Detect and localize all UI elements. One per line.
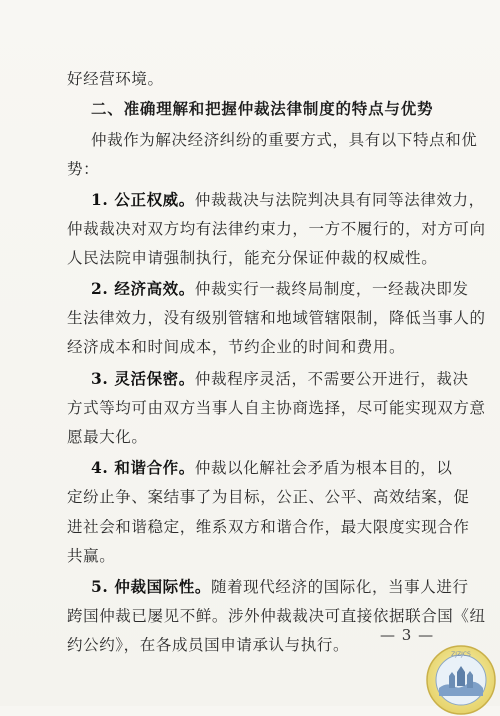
text-line <box>67 249 437 267</box>
line-text: 仲裁作为解决经济纠纷的重要方式，具有以下特点和优 <box>91 131 478 149</box>
point-heading: 3. 灵活保密。 <box>91 369 195 388</box>
text-line <box>67 518 470 536</box>
line-text: 人民法院申请强制执行，能充分保证仲裁的权威性。 <box>67 249 438 267</box>
line-text: 愿最大化。 <box>67 428 148 446</box>
point-heading: 2. 经济高效。 <box>91 279 195 298</box>
text-line <box>67 309 486 327</box>
line-text: 仲裁裁决对双方均有法律约束力，一方不履行的，对方可向 <box>67 220 486 238</box>
line-text: 势： <box>67 160 100 178</box>
svg-text:ZJZJCS: ZJZJCS <box>451 651 471 658</box>
seal-stamp-icon <box>425 644 497 716</box>
text-line <box>67 220 486 238</box>
section-heading <box>91 100 433 118</box>
text-line <box>67 636 349 654</box>
line-text: 仲裁以化解社会矛盾为根本目的，以 <box>194 459 453 477</box>
text-line <box>91 370 469 388</box>
text-line <box>67 338 405 356</box>
text-line <box>67 488 470 506</box>
line-text: 定纷止争、案结事了为目标，公正、公平、高效结案，促 <box>67 488 470 506</box>
text-line <box>67 399 486 417</box>
text-line <box>67 428 148 446</box>
text-line <box>67 607 486 625</box>
line-text: 方式等均可由双方当事人自主协商选择，尽可能实现双方意 <box>67 399 486 417</box>
line-text: 仲裁程序灵活，不需要公开进行，裁决 <box>194 370 469 388</box>
text-line <box>67 70 164 88</box>
point-heading: 1. 公正权威。 <box>91 190 195 209</box>
line-text: 好经营环境。 <box>67 70 164 88</box>
line-text: 仲裁实行一裁终局制度，一经裁决即发 <box>194 280 469 298</box>
line-text: 共赢。 <box>67 547 116 565</box>
line-text: 生法律效力，没有级别管辖和地域管辖限制，降低当事人的 <box>67 309 486 327</box>
text-line <box>91 131 477 149</box>
text-line <box>67 547 115 565</box>
point-heading: 4. 和谐合作。 <box>91 458 195 477</box>
page-number: — 3 — <box>380 626 435 644</box>
line-text: 进社会和谐稳定，维系双方和谐合作，最大限度实现合作 <box>67 518 470 536</box>
line-text: 约公约》，在各成员国申请承认与执行。 <box>67 636 350 654</box>
text-line <box>91 280 469 298</box>
line-text: 仲裁裁决与法院判决具有同等法律效力， <box>194 191 485 209</box>
line-text: 二、准确理解和把握仲裁法律制度的特点与优势 <box>91 99 434 118</box>
line-text: 跨国仲裁已屡见不鲜。涉外仲裁裁决可直接依据联合国《纽 <box>67 607 486 625</box>
text-line <box>91 578 469 596</box>
line-text: 随着现代经济的国际化，当事人进行 <box>210 578 469 596</box>
point-heading: 5. 仲裁国际性。 <box>91 577 211 596</box>
text-line <box>67 160 99 178</box>
text-line <box>91 191 485 209</box>
line-text: 经济成本和时间成本，节约企业的时间和费用。 <box>67 338 406 356</box>
text-line <box>91 459 453 477</box>
